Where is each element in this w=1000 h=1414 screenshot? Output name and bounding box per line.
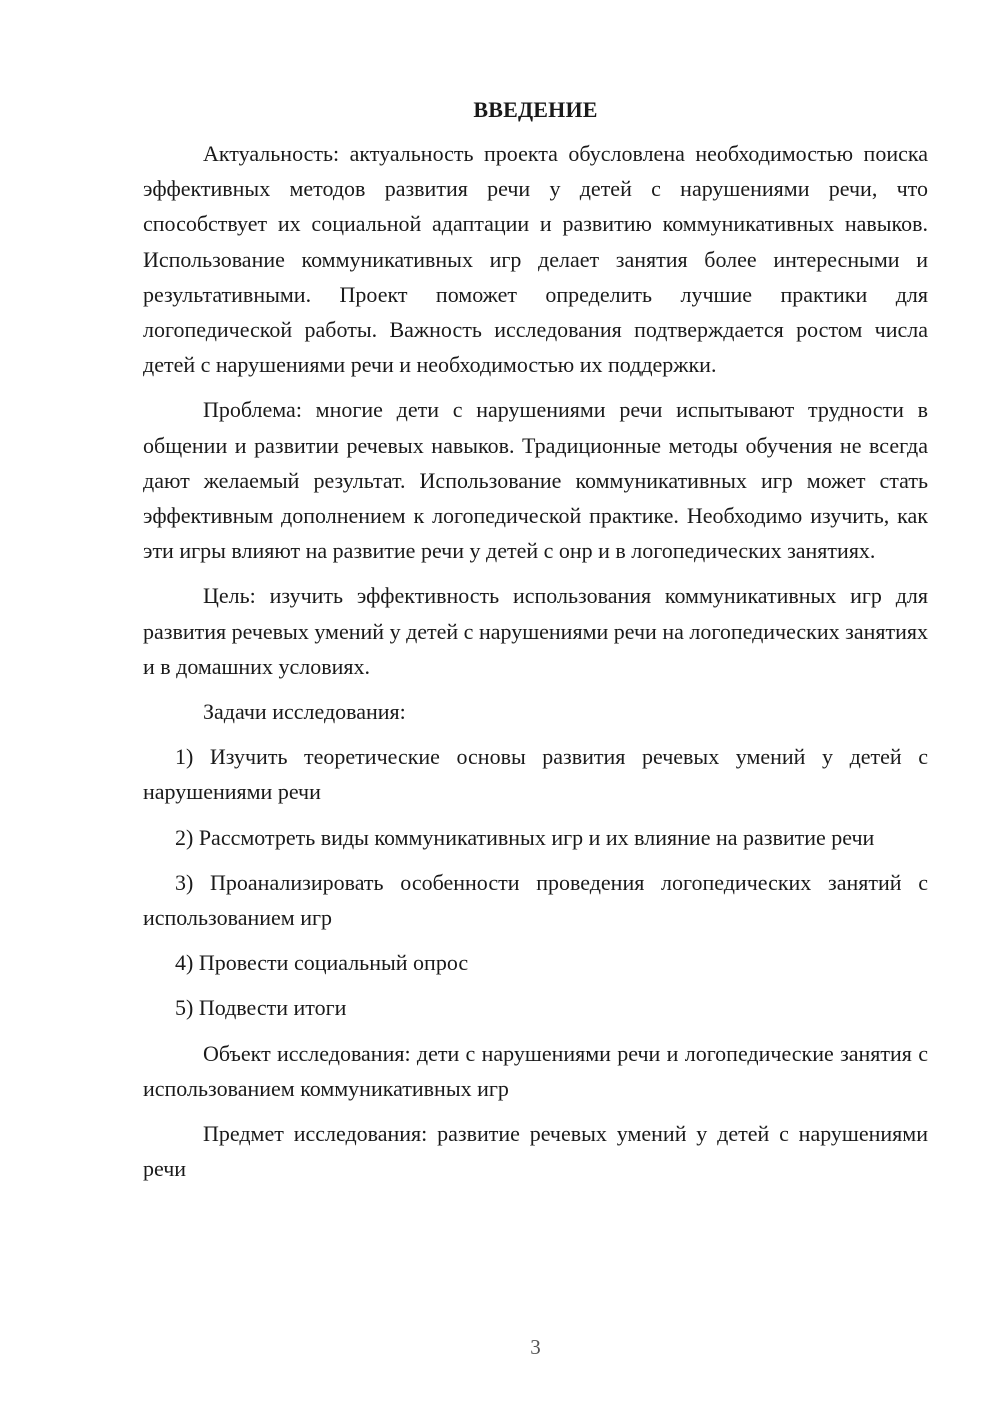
paragraph-relevance: Актуальность: актуальность проекта обусловлена необходимостью поиска эффективных методов развития речи у детей с нарушениями речи, что способствует их социальной адаптации и развитию коммуникативных навыков. Использование коммуникативных игр делает занятия более интересными и результативными. Проект поможет определить лучшие практики для логопедической работы. Важность исследования подтверждается ростом числа детей с нарушениями речи и необходимостью их поддержки. <box>143 141 928 378</box>
task-item-2: 2) Рассмотреть виды коммуникативных игр и их влияние на развитие речи <box>175 824 875 850</box>
paragraph-object: Объект исследования: дети с нарушениями речи и логопедические занятия с использованием коммуникативных игр <box>143 1040 928 1101</box>
section-title: ВВЕДЕНИЕ <box>473 97 598 122</box>
task-item-5: 5) Подвести итоги <box>175 995 347 1021</box>
task-item-1: 1) Изучить теоретические основы развития речевых умений у детей с нарушениями речи <box>143 744 928 805</box>
page-number: 3 <box>530 1335 541 1359</box>
paragraph-goal: Цель: изучить эффективность использования коммуникативных игр для развития речевых умений у детей с нарушениями речи на логопедических занятиях и в домашних условиях. <box>143 583 928 679</box>
task-item-3: 3) Проанализировать особенности проведения логопедических занятий с использованием игр <box>143 869 928 931</box>
paragraph-problem: Проблема: многие дети с нарушениями речи испытывают трудности в общении и развитии речевых навыков. Традиционные методы обучения не всегда дают желаемый результат. Использование коммуникативных игр может стать эффективным дополнением к логопедической практике. Необходимо изучить, как эти игры влияют на развитие речи у детей с онр и в логопедических занятиях. <box>143 397 928 564</box>
task-item-4: 4) Провести социальный опрос <box>175 950 469 976</box>
page-content <box>143 92 928 1196</box>
tasks-heading: Задачи исследования: <box>203 699 406 725</box>
paragraph-subject: Предмет исследования: развитие речевых умений у детей с нарушениями речи <box>143 1121 928 1182</box>
